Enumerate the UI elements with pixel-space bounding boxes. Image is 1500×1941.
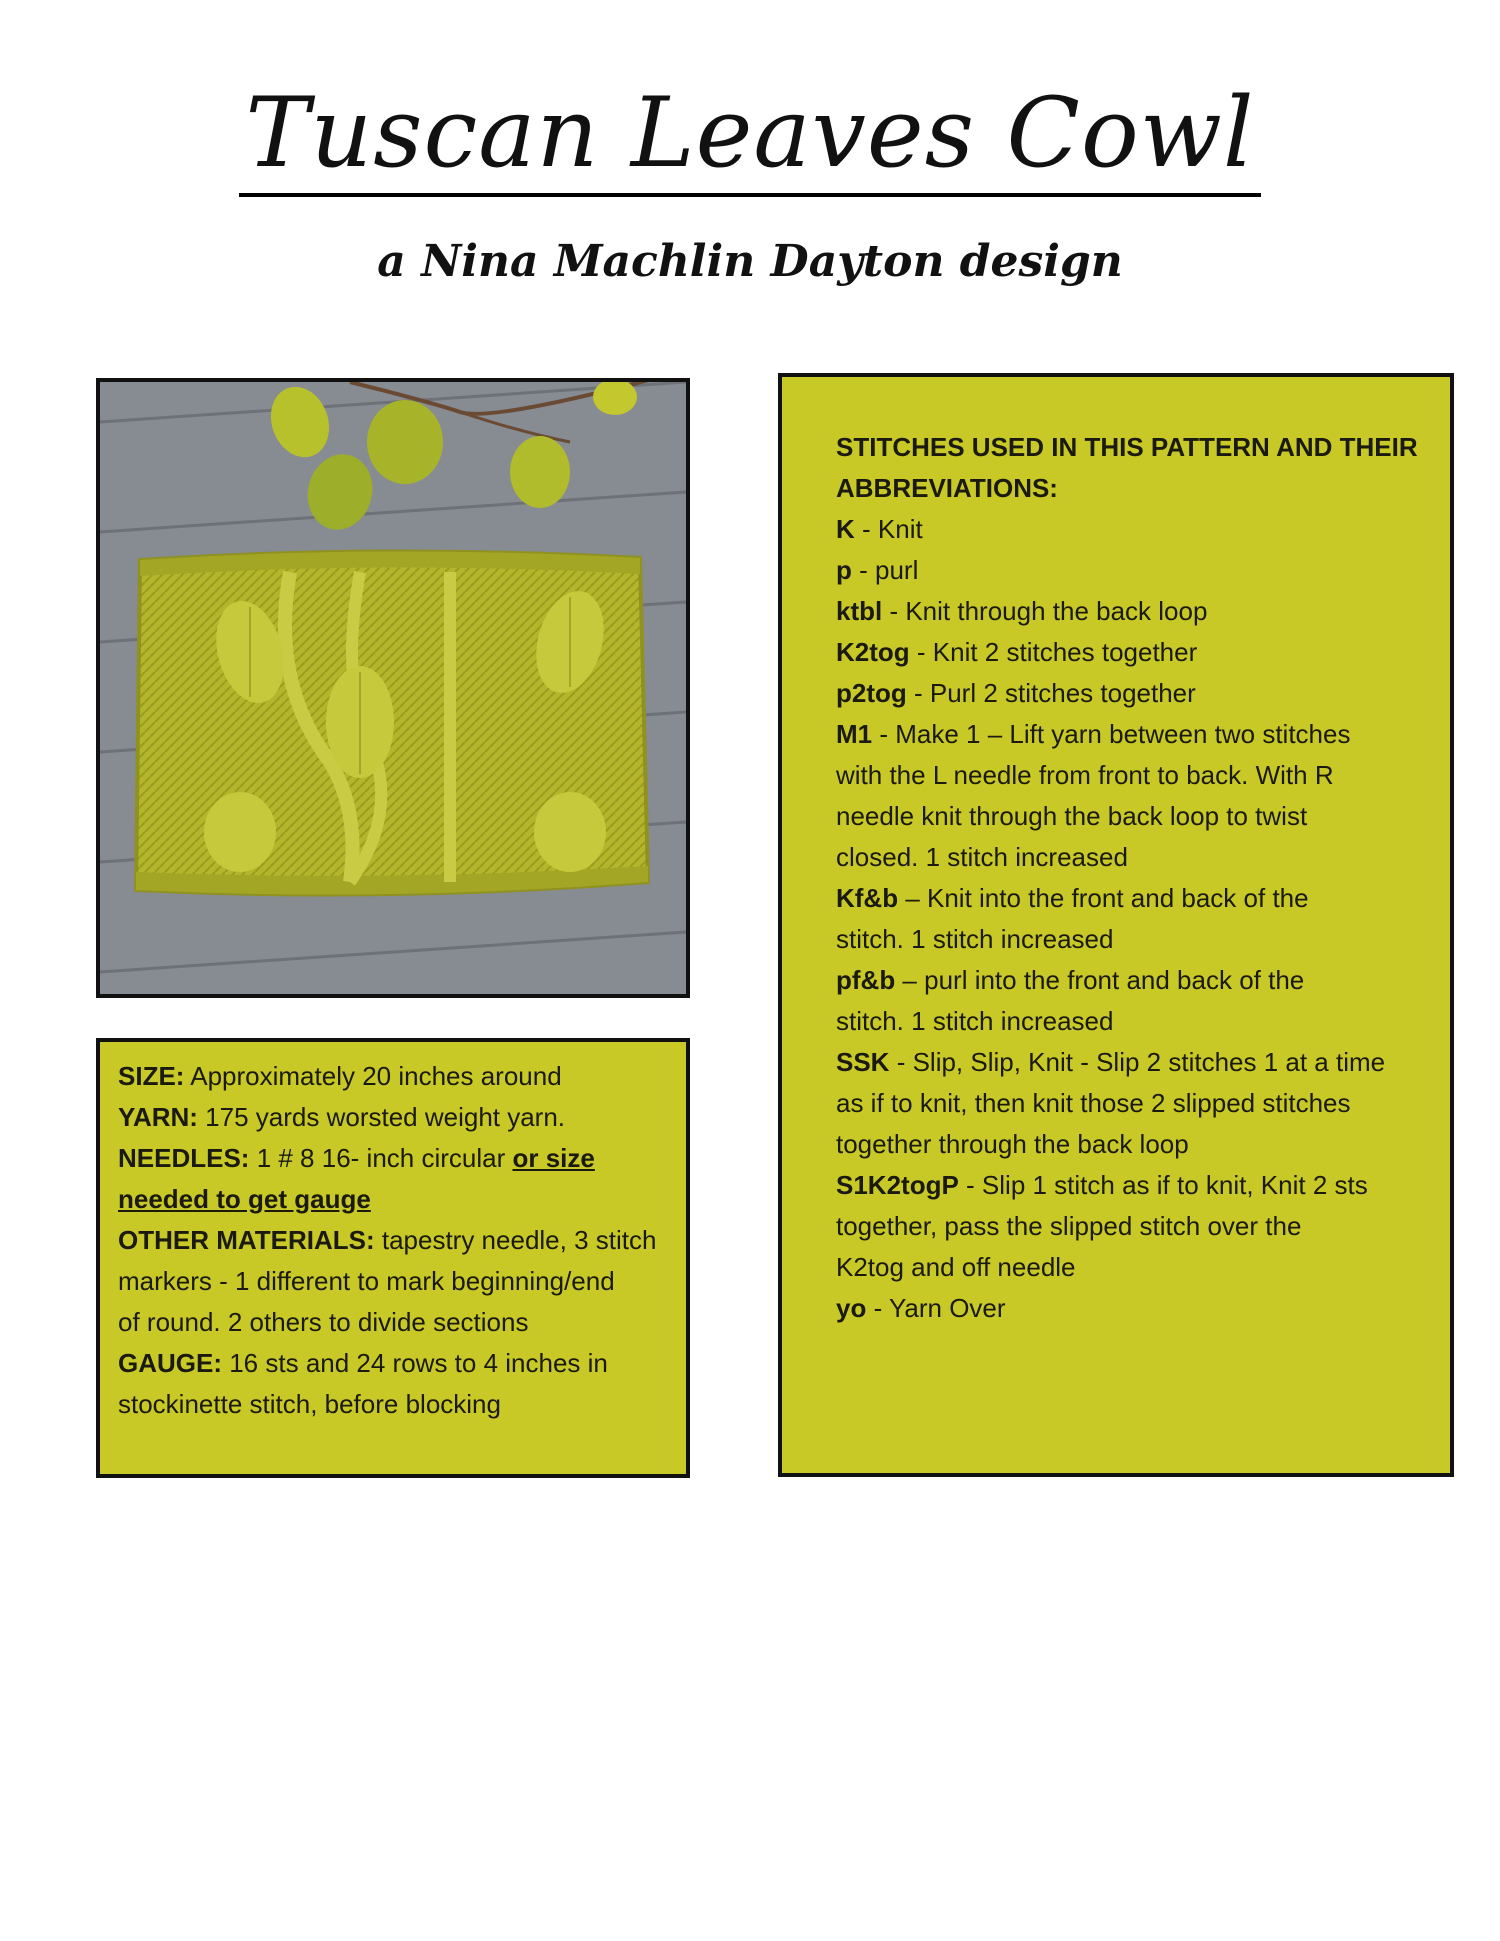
cowl-photo-illustration — [100, 382, 686, 994]
stitch-desc: - Knit through the back loop — [882, 596, 1208, 626]
size-value: Approximately 20 inches around — [184, 1061, 562, 1091]
needles-gauge-note: or size — [512, 1143, 595, 1173]
stitch-abbreviations-box — [778, 373, 1454, 1477]
stitch-m1 — [836, 714, 1398, 755]
materials-line — [118, 1220, 668, 1261]
stitches-heading — [836, 427, 1418, 468]
stitch-abbr: SSK — [836, 1047, 890, 1077]
stitch-desc: - Knit — [854, 514, 923, 544]
stitch-p — [836, 550, 1398, 591]
stitch-ssk-cont: as if to knit, then knit those 2 slipped stitches — [836, 1088, 1351, 1118]
stitch-abbr: K — [836, 514, 855, 544]
needles-gauge-note-2: needed to get gauge — [118, 1184, 371, 1214]
stitches-heading-line-2 — [836, 468, 1398, 509]
stitch-m1-cont: needle knit through the back loop to twist — [836, 801, 1308, 831]
size-label: SIZE: — [118, 1061, 185, 1091]
stitch-abbr: K2tog — [836, 637, 910, 667]
materials-label: OTHER MATERIALS: — [118, 1225, 375, 1255]
materials-value: tapestry needle, 3 stitch — [374, 1225, 657, 1255]
stitch-ssk-cont: together through the back loop — [836, 1129, 1189, 1159]
stitch-desc: - purl — [851, 555, 919, 585]
stitch-abbr: pf&b — [836, 965, 896, 995]
stitch-p2tog — [836, 673, 1398, 714]
stitch-desc: - Yarn Over — [866, 1293, 1006, 1323]
stitch-abbr: p2tog — [836, 678, 907, 708]
stitch-desc: - Slip, Slip, Knit - Slip 2 stitches 1 at a time — [889, 1047, 1386, 1077]
stitch-abbr: yo — [836, 1293, 867, 1323]
stitch-desc: – purl into the front and back of the — [895, 965, 1305, 995]
gauge-line — [118, 1343, 668, 1384]
yarn-label: YARN: — [118, 1102, 198, 1132]
stitch-desc: - Knit 2 stitches together — [909, 637, 1198, 667]
cowl-photo — [96, 378, 690, 998]
gauge-line-2: stockinette stitch, before blocking — [118, 1389, 501, 1419]
stitch-kfb — [836, 878, 1398, 919]
stitch-yo — [836, 1288, 1398, 1329]
needles-value: 1 # 8 16- inch circular — [249, 1143, 513, 1173]
stitch-ssk — [836, 1042, 1398, 1083]
stitch-desc: - Purl 2 stitches together — [906, 678, 1196, 708]
stitch-s1k2togp-cont: together, pass the slipped stitch over the — [836, 1211, 1302, 1241]
gauge-value: 16 sts and 24 rows to 4 inches in — [222, 1348, 608, 1378]
yarn-value: 175 yards worsted weight yarn. — [197, 1102, 566, 1132]
page-title: Tuscan Leaves Cowl — [239, 85, 1260, 197]
stitches-heading-1: STITCHES USED IN THIS PATTERN AND THEIR — [836, 432, 1418, 462]
stitch-s1k2togp — [836, 1165, 1398, 1206]
stitch-s1k2togp-cont: K2tog and off needle — [836, 1252, 1076, 1282]
needles-label: NEEDLES: — [118, 1143, 250, 1173]
stitch-desc: – Knit into the front and back of the — [898, 883, 1309, 913]
needles-line — [118, 1138, 668, 1179]
pattern-info-box — [96, 1038, 690, 1478]
materials-line-3: of round. 2 others to divide sections — [118, 1307, 529, 1337]
yarn-line — [118, 1097, 668, 1138]
materials-line-2: markers - 1 different to mark beginning/end — [118, 1266, 615, 1296]
stitch-k2tog — [836, 632, 1398, 673]
needles-line-2 — [118, 1179, 668, 1220]
stitch-k — [836, 509, 1398, 550]
title-block — [0, 77, 1500, 197]
gauge-label: GAUGE: — [118, 1348, 222, 1378]
stitches-heading-2: ABBREVIATIONS: — [836, 473, 1058, 503]
stitch-abbr: ktbl — [836, 596, 883, 626]
stitch-abbr: M1 — [836, 719, 873, 749]
stitch-abbr: Kf&b — [836, 883, 899, 913]
stitch-desc: - Slip 1 stitch as if to knit, Knit 2 sts — [958, 1170, 1368, 1200]
designer-subtitle: a Nina Machlin Dayton design — [377, 236, 1123, 287]
stitch-ktbl — [836, 591, 1398, 632]
stitch-m1-cont: with the L needle from front to back. With R — [836, 760, 1334, 790]
size-line — [118, 1056, 668, 1097]
stitch-pfb — [836, 960, 1398, 1001]
stitch-kfb-cont: stitch. 1 stitch increased — [836, 924, 1114, 954]
stitch-pfb-cont: stitch. 1 stitch increased — [836, 1006, 1114, 1036]
stitch-abbr: p — [836, 555, 852, 585]
stitch-m1-cont: closed. 1 stitch increased — [836, 842, 1128, 872]
stitch-desc: - Make 1 – Lift yarn between two stitches — [872, 719, 1351, 749]
stitch-abbr: S1K2togP — [836, 1170, 959, 1200]
